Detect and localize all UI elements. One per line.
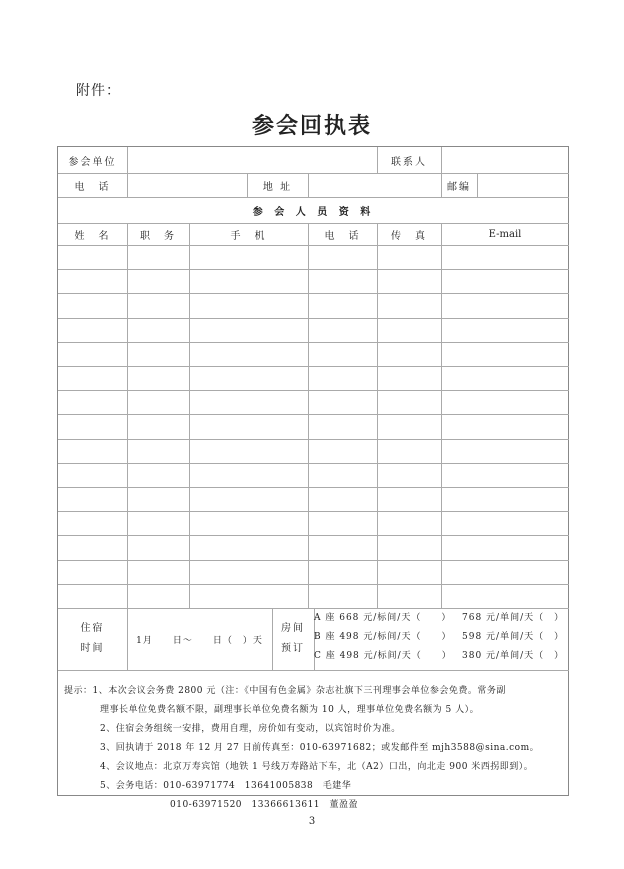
phone-label: 电 话: [74, 181, 111, 193]
attendee-cell[interactable]: [377, 318, 441, 342]
attendee-cell[interactable]: [58, 366, 127, 390]
attendee-cell[interactable]: [441, 487, 569, 511]
attendee-cell[interactable]: [308, 439, 377, 463]
attendee-cell[interactable]: [189, 318, 308, 342]
contact-field[interactable]: [441, 147, 569, 173]
room-option-c[interactable]: [314, 645, 569, 664]
contact-label: 联系人: [391, 156, 427, 168]
attendee-cell[interactable]: [127, 439, 189, 463]
attendee-cell[interactable]: [308, 390, 377, 414]
attendee-cell[interactable]: [189, 342, 308, 366]
attendee-cell[interactable]: [189, 269, 308, 293]
column-header-phone: 电 话: [324, 230, 361, 242]
attendee-cell[interactable]: [308, 584, 377, 608]
attendee-cell[interactable]: [441, 342, 569, 366]
note-2: 2、住宿会务组统一安排，费用自理，房价如有变动，以宾馆时价为准。: [100, 724, 401, 734]
attendee-cell[interactable]: [441, 511, 569, 535]
attendee-cell[interactable]: [58, 511, 127, 535]
attendee-cell[interactable]: [377, 439, 441, 463]
room-option-a-single[interactable]: 768 元/单间/天（ ）: [462, 613, 565, 623]
section-title: 参 会 人 员 资 料: [252, 206, 375, 218]
unit-label: 参会单位: [68, 156, 117, 168]
attendee-cell[interactable]: [377, 560, 441, 584]
attendee-cell[interactable]: [441, 318, 569, 342]
attendee-cell[interactable]: [308, 463, 377, 487]
column-header-name: 姓 名: [74, 230, 111, 242]
postcode-label: 邮编: [447, 181, 471, 193]
notes-prefix: 提示：: [64, 686, 93, 696]
note-5: 5、会务电话：010-63971774 13641005838 毛建华: [100, 781, 352, 791]
attendee-cell[interactable]: [58, 535, 127, 560]
attendee-cell[interactable]: [58, 318, 127, 342]
attendee-cell[interactable]: [58, 439, 127, 463]
attendee-cell[interactable]: [308, 511, 377, 535]
attendee-cell[interactable]: [189, 535, 308, 560]
attendee-cell[interactable]: [308, 318, 377, 342]
address-label: 地 址: [262, 181, 293, 193]
phone-field[interactable]: [127, 173, 247, 197]
attendee-cell[interactable]: [127, 535, 189, 560]
attendee-cell[interactable]: [377, 245, 441, 269]
attendee-cell[interactable]: [308, 366, 377, 390]
room-option-c-standard[interactable]: C 座 498 元/标间/天（ ）: [314, 651, 452, 661]
attendee-cell[interactable]: [308, 560, 377, 584]
attendee-cell[interactable]: [377, 390, 441, 414]
attendee-cell[interactable]: [189, 487, 308, 511]
attendee-cell[interactable]: [58, 560, 127, 584]
attendee-cell[interactable]: [58, 293, 127, 318]
address-field[interactable]: [308, 173, 441, 197]
attendee-cell[interactable]: [189, 463, 308, 487]
attendee-cell[interactable]: [441, 366, 569, 390]
attendee-cell[interactable]: [377, 487, 441, 511]
attendee-cell[interactable]: [127, 245, 189, 269]
attendee-cell[interactable]: [441, 463, 569, 487]
attendee-cell[interactable]: [189, 245, 308, 269]
attendee-cell[interactable]: [441, 269, 569, 293]
attendee-cell[interactable]: [58, 584, 127, 608]
lodging-dates[interactable]: 1月 日～ 日（ ）天: [136, 635, 263, 646]
attendee-cell[interactable]: [58, 269, 127, 293]
page-number: 3: [308, 816, 316, 827]
attendee-cell[interactable]: [127, 366, 189, 390]
attendee-cell[interactable]: [127, 584, 189, 608]
room-booking-line1: 房间: [281, 623, 305, 634]
attendee-cell[interactable]: [127, 487, 189, 511]
attendee-cell[interactable]: [58, 414, 127, 439]
attendee-cell[interactable]: [189, 366, 308, 390]
attendee-cell[interactable]: [189, 584, 308, 608]
attendee-cell[interactable]: [308, 487, 377, 511]
attendee-cell[interactable]: [308, 535, 377, 560]
attendee-cell[interactable]: [441, 414, 569, 439]
attendee-cell[interactable]: [189, 414, 308, 439]
attendee-cell[interactable]: [377, 584, 441, 608]
attendee-cell[interactable]: [58, 487, 127, 511]
h-line: [58, 670, 569, 671]
note-1-cont: 理事长单位免费名额不限，副理事长单位免费名额为 10 人，理事单位免费名额为 5 人）。: [100, 705, 480, 715]
attendee-cell[interactable]: [441, 535, 569, 560]
attendee-cell[interactable]: [189, 293, 308, 318]
attendee-cell[interactable]: [377, 293, 441, 318]
attendee-cell[interactable]: [308, 414, 377, 439]
attendee-cell[interactable]: [308, 245, 377, 269]
attendee-cell[interactable]: [127, 293, 189, 318]
attendee-cell[interactable]: [308, 269, 377, 293]
attendee-cell[interactable]: [441, 439, 569, 463]
attendee-cell[interactable]: [127, 511, 189, 535]
attendee-cell[interactable]: [58, 245, 127, 269]
attendee-cell[interactable]: [441, 245, 569, 269]
page-title: 参会回执表: [251, 113, 372, 139]
column-header-email: E-mail: [488, 228, 522, 240]
attendee-cell[interactable]: [127, 560, 189, 584]
note-5-cont: 010-63971520 13366613611 董盈盈: [170, 800, 359, 810]
room-option-a[interactable]: [314, 607, 569, 626]
attendee-cell[interactable]: [377, 414, 441, 439]
attendee-cell[interactable]: [189, 439, 308, 463]
attendee-cell[interactable]: [58, 390, 127, 414]
attendee-cell[interactable]: [308, 293, 377, 318]
attendee-cell[interactable]: [189, 560, 308, 584]
room-option-a-standard[interactable]: A 座 668 元/标间/天（ ）: [314, 613, 452, 623]
lodging-label: [58, 608, 127, 670]
attendee-cell[interactable]: [58, 342, 127, 366]
room-option-b-single[interactable]: 598 元/单间/天（ ）: [462, 632, 565, 642]
column-header-mobile: 手 机: [230, 230, 267, 242]
postcode-field[interactable]: [477, 173, 569, 197]
attendee-cell[interactable]: [127, 342, 189, 366]
attendee-cell[interactable]: [127, 463, 189, 487]
attendee-cell[interactable]: [377, 269, 441, 293]
attendee-cell[interactable]: [189, 511, 308, 535]
room-option-c-single[interactable]: 380 元/单间/天（ ）: [462, 651, 565, 661]
attendee-cell[interactable]: [127, 269, 189, 293]
room-booking-line2: 预订: [281, 643, 305, 654]
registration-form: [57, 146, 569, 810]
note-3: 3、回执请于 2018 年 12 月 27 日前传真至：010-63971682；或发邮件至 mjh3588@sina.com。: [100, 743, 540, 753]
column-header-fax: 传 真: [391, 230, 427, 242]
room-options: [314, 607, 569, 664]
attendee-cell[interactable]: [58, 463, 127, 487]
note-1: 提示：1、本次会议会务费 2800 元（注：《中国有色金属》杂志社旗下三刊理事会单位参会免费。常务副: [64, 686, 506, 696]
room-option-b-standard[interactable]: B 座 498 元/标间/天（ ）: [314, 632, 452, 642]
attendee-cell[interactable]: [308, 342, 377, 366]
attendee-cell[interactable]: [441, 560, 569, 584]
column-header-title: 职 务: [140, 230, 176, 242]
attendee-cell[interactable]: [377, 342, 441, 366]
note-4: 4、会议地点：北京万寿宾馆（地铁 1 号线万寿路站下车，北（A2）口出，向北走 900 米西拐即到）。: [100, 762, 534, 772]
attendee-cell[interactable]: [189, 390, 308, 414]
lodging-label-line2: 时间: [80, 643, 105, 654]
room-booking-label: [272, 608, 314, 670]
attendee-cell[interactable]: [377, 366, 441, 390]
room-option-b[interactable]: [314, 626, 569, 645]
attendee-cell[interactable]: [441, 584, 569, 608]
attendee-cell[interactable]: [377, 511, 441, 535]
attachment-label: 附件：: [76, 83, 121, 99]
attendee-cell[interactable]: [127, 318, 189, 342]
notes: [64, 682, 564, 815]
attendee-cell[interactable]: [441, 390, 569, 414]
attendee-cell[interactable]: [441, 293, 569, 318]
attendee-cell[interactable]: [127, 390, 189, 414]
unit-field[interactable]: [127, 147, 377, 173]
attendee-cell[interactable]: [377, 535, 441, 560]
attendee-cell[interactable]: [127, 414, 189, 439]
lodging-label-line1: 住宿: [80, 623, 105, 634]
attendee-cell[interactable]: [377, 463, 441, 487]
